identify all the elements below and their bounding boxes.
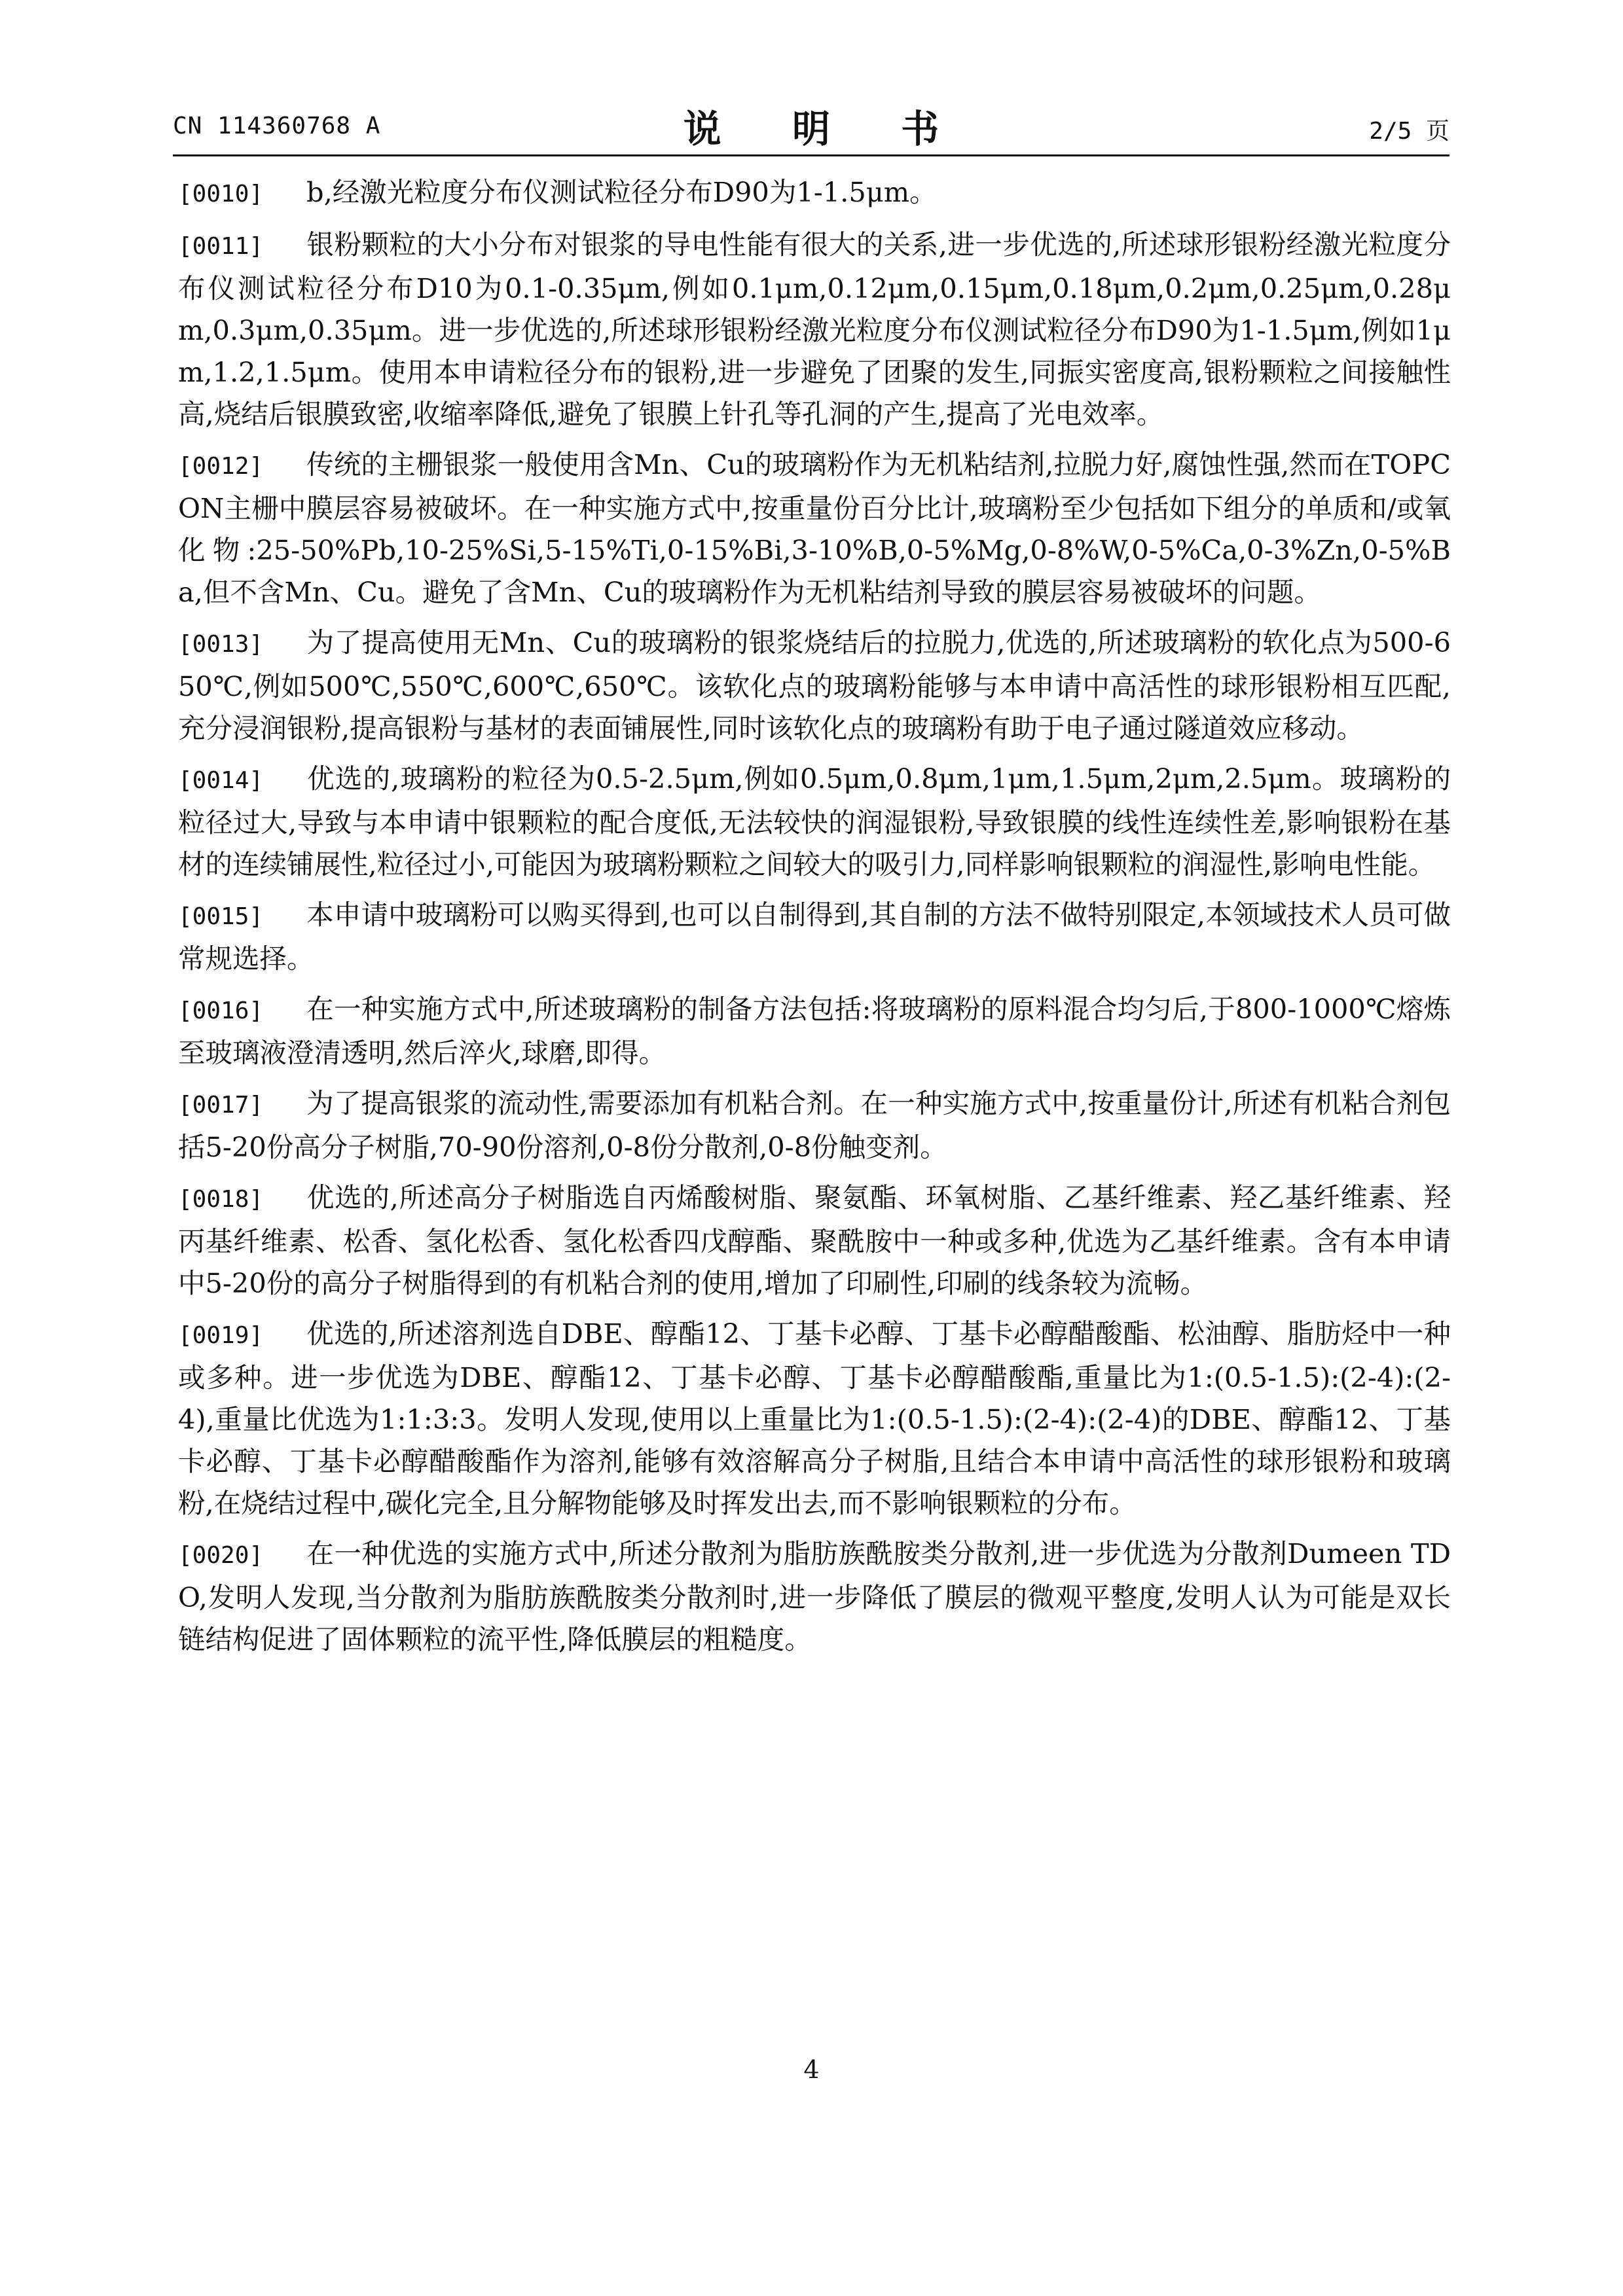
paragraph-text: 优选的,所述溶剂选自DBE、醇酯12、丁基卡必醇、丁基卡必醇醋酸酯、松油醇、脂肪烃中一种或多种。进一步优选为DBE、醇酯12、丁基卡必醇、丁基卡必醇醋酸酯,重量比为1:(0.5-1.5):(2-4):(2-4),重量比优选为1:1:3:3。发明人发现,使用以上重量比为1:(0.5-1.5):(2-4):(2-4)的DBE、醇酯12、丁基卡必醇、丁基卡必醇醋酸酯作为溶剂,能够有效溶解高分子树脂,且结合本申请中高活性的球形银粉和玻璃粉,在烧结过程中,碳化完全,且分解物能够及时挥发出去,而不影响银颗粒的分布。	[178, 1318, 1451, 1519]
document-body	[178, 171, 1451, 1669]
paragraph-text: 优选的,玻璃粉的粒径为0.5-2.5μm,例如0.5μm,0.8μm,1μm,1.5μm,2μm,2.5μm。玻璃粉的粒径过大,导致与本申请中银颗粒的配合度低,无法较快的润湿银粉,导致银膜的线性连续性差,影响银粉在基材的连续铺展性,粒径过小,可能因为玻璃粉颗粒之间较大的吸引力,同样影响银颗粒的润湿性,影响电性能。	[178, 762, 1451, 880]
paragraph-0011	[178, 224, 1451, 435]
page-header	[173, 98, 1450, 151]
paragraph-number: [0010]	[178, 181, 264, 207]
paragraph-0012	[178, 444, 1451, 613]
paragraph-text: b,经激光粒度分布仪测试粒径分布D90为1-1.5μm。	[306, 176, 937, 208]
paragraph-number: [0011]	[178, 233, 264, 260]
paragraph-text: 优选的,所述高分子树脂选自丙烯酸树脂、聚氨酯、环氧树脂、乙基纤维素、羟乙基纤维素、羟丙基纤维素、松香、氢化松香、氢化松香四戊醇酯、聚酰胺中一种或多种,优选为乙基纤维素。含有本申请中5-20份的高分子树脂得到的有机粘合剂的使用,增加了印刷性,印刷的线条较为流畅。	[178, 1181, 1451, 1299]
paragraph-text: 在一种优选的实施方式中,所述分散剂为脂肪族酰胺类分散剂,进一步优选为分散剂Dumeen TDO,发明人发现,当分散剂为脂肪族酰胺类分散剂时,进一步降低了膜层的微观平整度,发明人认为可能是双长链结构促进了固体颗粒的流平性,降低膜层的粗糙度。	[178, 1537, 1451, 1655]
paragraph-number: [0020]	[178, 1542, 264, 1569]
page-number: 4	[803, 2055, 820, 2084]
paragraph-0015	[178, 894, 1451, 980]
paragraph-0018	[178, 1177, 1451, 1304]
paragraph-0020	[178, 1533, 1451, 1660]
paragraph-text: 在一种实施方式中,所述玻璃粉的制备方法包括:将玻璃粉的原料混合均匀后,于800-1000℃熔炼至玻璃液澄清透明,然后淬火,球磨,即得。	[178, 993, 1451, 1069]
paragraph-0014	[178, 758, 1451, 886]
header-divider	[173, 154, 1450, 156]
paragraph-text: 为了提高银浆的流动性,需要添加有机粘合剂。在一种实施方式中,按重量份计,所述有机粘合剂包括5-20份高分子树脂,70-90份溶剂,0-8份分散剂,0-8份触变剂。	[178, 1087, 1451, 1163]
paragraph-0010	[178, 171, 1451, 215]
paragraph-text: 为了提高使用无Mn、Cu的玻璃粉的银浆烧结后的拉脱力,优选的,所述玻璃粉的软化点为500-650℃,例如500℃,550℃,600℃,650℃。该软化点的玻璃粉能够与本申请中高活性的球形银粉相互匹配,充分浸润银粉,提高银粉与基材的表面铺展性,同时该软化点的玻璃粉有助于电子通过隧道效应移动。	[178, 626, 1451, 744]
document-title: 说 明 书	[683, 107, 968, 151]
paragraph-text: 传统的主栅银浆一般使用含Mn、Cu的玻璃粉作为无机粘结剂,拉脱力好,腐蚀性强,然而在TOPCON主栅中膜层容易被破坏。在一种实施方式中,按重量份百分比计,玻璃粉至少包括如下组分的单质和/或氧化物:25-50%Pb,10-25%Si,5-15%Ti,0-15%Bi,3-10%B,0-5%Mg,0-8%W,0-5%Ca,0-3%Zn,0-5%Ba,但不含Mn、Cu。避免了含Mn、Cu的玻璃粉作为无机粘结剂导致的膜层容易被破坏的问题。	[178, 448, 1451, 608]
paragraph-0016	[178, 988, 1451, 1074]
paragraph-number: [0012]	[178, 453, 264, 480]
paragraph-0017	[178, 1083, 1451, 1168]
paragraph-number: [0014]	[178, 767, 264, 794]
paragraph-text: 本申请中玻璃粉可以购买得到,也可以自制得到,其自制的方法不做特别限定,本领域技术人员可做常规选择。	[178, 899, 1451, 975]
paragraph-0013	[178, 622, 1451, 749]
paragraph-text: 银粉颗粒的大小分布对银浆的导电性能有很大的关系,进一步优选的,所述球形银粉经激光粒度分布仪测试粒径分布D10为0.1-0.35μm,例如0.1μm,0.12μm,0.15μm,0.18μm,0.2μm,0.25μm,0.28μm,0.3μm,0.35μm。进一步优选的,所述球形银粉经激光粒度分布仪测试粒径分布D90为1-1.5μm,例如1μm,1.2,1.5μm。使用本申请粒径分布的银粉,进一步避免了团聚的发生,同振实密度高,银粉颗粒之间接触性高,烧结后银膜致密,收缩率降低,避免了银膜上针孔等孔洞的产生,提高了光电效率。	[178, 228, 1451, 430]
paragraph-number: [0018]	[178, 1186, 264, 1213]
paragraph-number: [0017]	[178, 1092, 264, 1119]
patent-number: CN 114360768 A	[173, 113, 381, 139]
page-count: 2/5 页	[1369, 118, 1450, 145]
paragraph-number: [0019]	[178, 1322, 264, 1349]
paragraph-0019	[178, 1313, 1451, 1524]
paragraph-number: [0013]	[178, 631, 264, 658]
paragraph-number: [0016]	[178, 997, 264, 1024]
paragraph-number: [0015]	[178, 903, 264, 930]
